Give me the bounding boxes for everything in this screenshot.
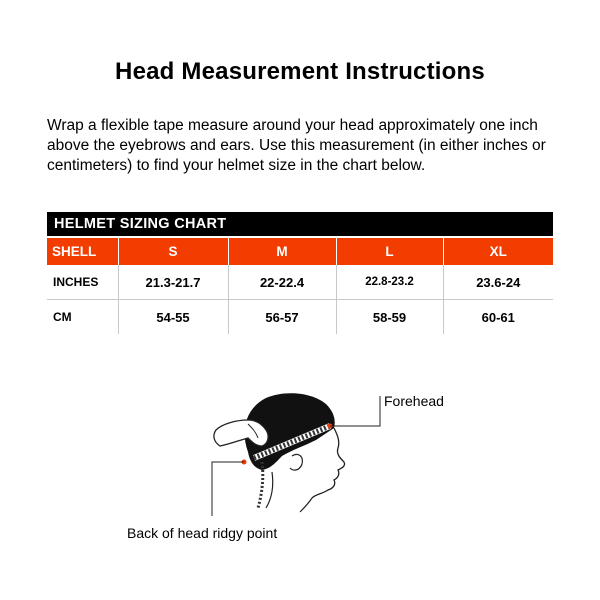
size-l: L	[336, 238, 443, 265]
size-m: M	[228, 238, 336, 265]
cm-s: 54-55	[118, 300, 228, 335]
cm-m: 56-57	[228, 300, 336, 335]
back-leader-line	[212, 462, 244, 516]
inches-label: INCHES	[47, 265, 118, 300]
back-of-head-label: Back of head ridgy point	[127, 525, 278, 541]
hand-outline	[214, 420, 268, 446]
jaw-line	[300, 498, 312, 512]
cm-l: 58-59	[336, 300, 443, 335]
sizing-chart-header: HELMET SIZING CHART	[47, 212, 553, 236]
ear	[290, 454, 302, 470]
forehead-label: Forehead	[384, 393, 444, 409]
size-s: S	[118, 238, 228, 265]
neck-line	[266, 472, 273, 508]
forehead-leader-line	[330, 396, 380, 426]
inches-m: 22-22.4	[228, 265, 336, 300]
page-title: Head Measurement Instructions	[115, 58, 485, 85]
inches-l: 22.8-23.2	[336, 265, 443, 300]
size-xl: XL	[443, 238, 553, 265]
cm-xl: 60-61	[443, 300, 553, 335]
instructions-text: Wrap a flexible tape measure around your head approximately one inch above the eyebrows and ears. Use this measurement (in either inches or centimeters) to find your helmet size in the chart below.	[47, 117, 546, 174]
inches-xl: 23.6-24	[443, 265, 553, 300]
inches-s: 21.3-21.7	[118, 265, 228, 300]
cm-label: CM	[53, 310, 72, 324]
shell-label: SHELL	[47, 238, 118, 265]
